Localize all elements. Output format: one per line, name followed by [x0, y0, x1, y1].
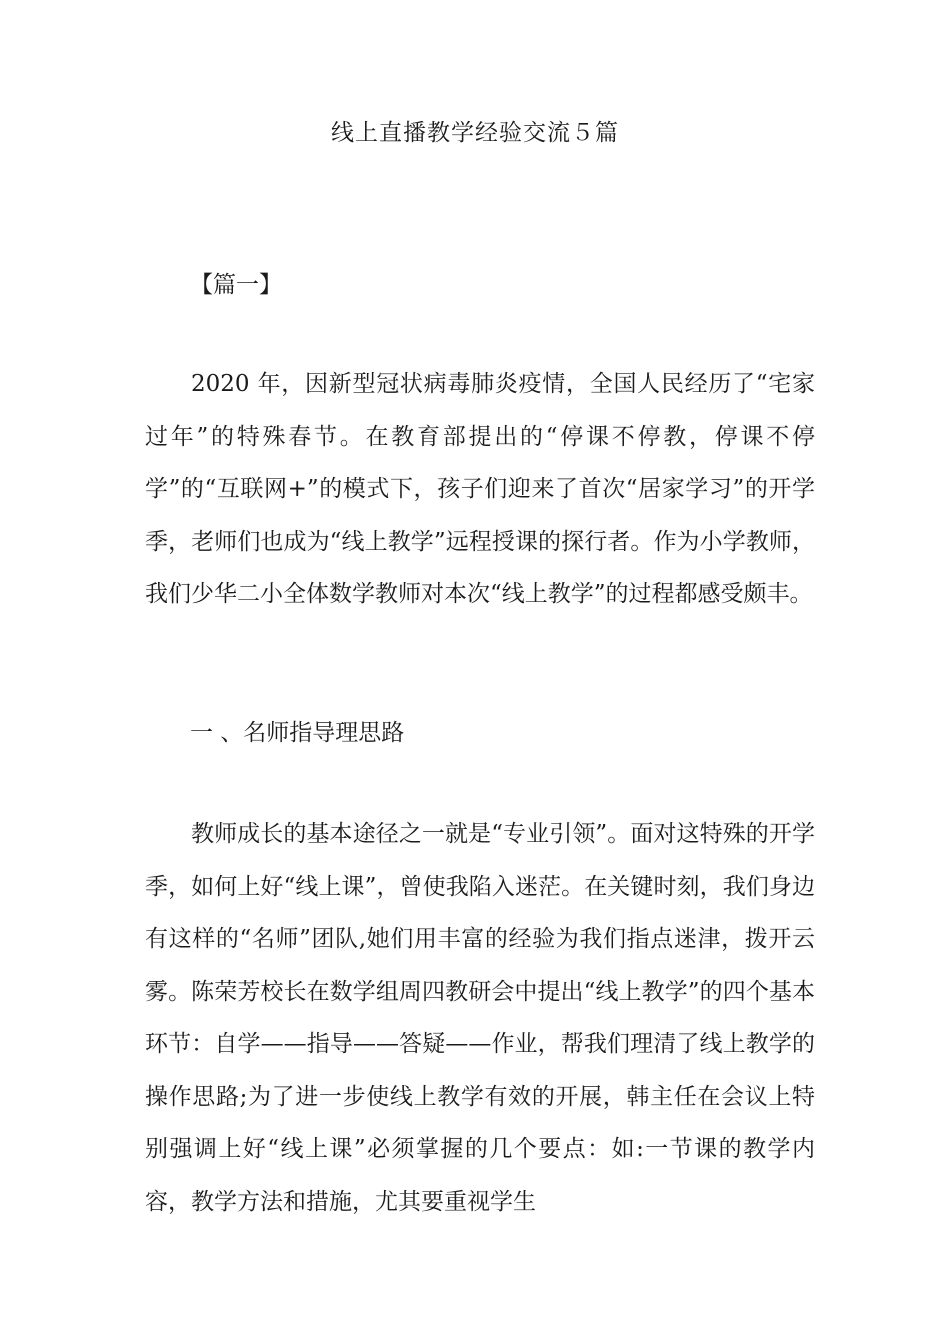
paragraph-intro: 2020 年，因新型冠状病毒肺炎疫情，全国人民经历了“宅家过年”的特殊春节。在教育部提出的“停课不停教，停课不停学”的“互联网+”的模式下，孩子们迎来了首次“居家学习”的开学季，老师们也成为“线上教学”远程授课的探行者。作为小学教师，我们少华二小全体数学教师对本次“线上教学”的过程都感受颇丰。 — [145, 371, 815, 607]
section-heading: 【篇一】 — [190, 272, 282, 298]
paragraph-mentor-guidance: 教师成长的基本途径之一就是“专业引领”。面对这特殊的开学季，如何上好“线上课”，曾使我陷入迷茫。在关键时刻，我们身边有这样的“名师”团队,她们用丰富的经验为我们指点迷津，拨开云雾。陈荣芳校长在数学组周四教研会中提出“线上教学”的四个基本环节：自学——指导——答疑——作业，帮我们理清了线上教学的操作思路;为了进一步使线上教学有效的开展，韩主任在会议上特别强调上好“线上课”必须掌握的几个要点：如:一节课的教学内容，教学方法和措施，尤其要重视学生 — [145, 821, 815, 1215]
subheading-mentor-guidance: 一 、名师指导理思路 — [190, 720, 405, 746]
document-title: 线上直播教学经验交流５篇 — [331, 120, 619, 146]
